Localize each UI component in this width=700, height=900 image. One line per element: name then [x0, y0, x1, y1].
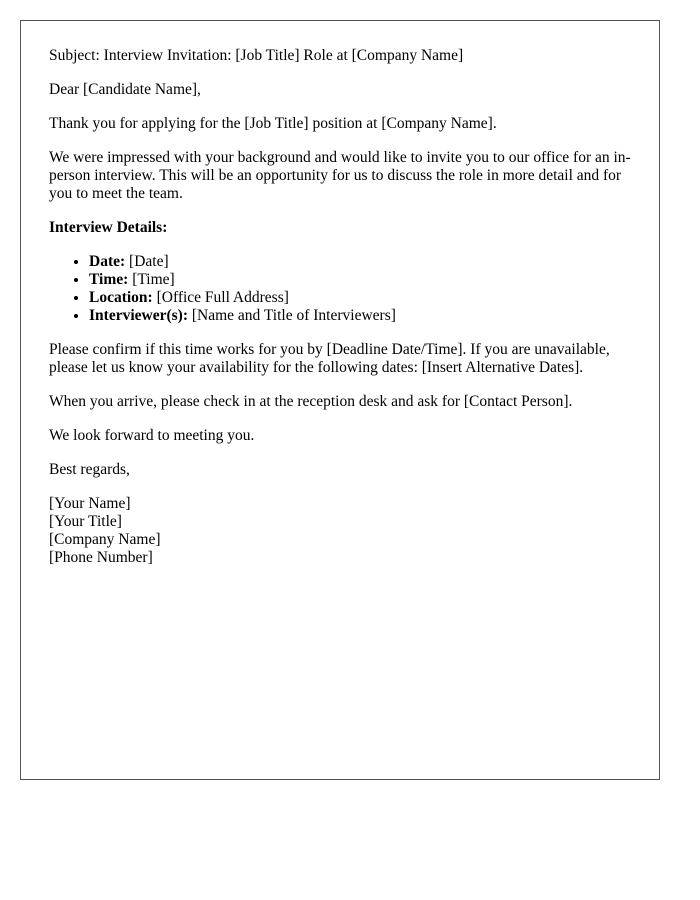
invitation-paragraph: We were impressed with your background and would like to invite you to our office for an in-person interview. This will be an opportunity for us to discuss the role in more detail and for you to meet the team. — [49, 149, 631, 202]
signature-block — [49, 495, 631, 567]
details-heading: Interview Details: — [49, 219, 168, 236]
detail-label: Date: — [89, 253, 126, 270]
detail-time — [89, 271, 631, 289]
detail-location — [89, 289, 631, 307]
detail-label: Interviewer(s): — [89, 307, 188, 324]
detail-date — [89, 253, 631, 271]
details-list — [49, 253, 631, 325]
sign-off: Best regards, — [49, 461, 130, 478]
detail-value: [Name and Title of Interviewers] — [187, 307, 396, 324]
confirm-paragraph: Please confirm if this time works for you by [Deadline Date/Time]. If you are unavailable, please let us know your availability for the following dates: [Insert Alternative Dates]. — [49, 341, 610, 376]
detail-value: [Time] — [128, 271, 175, 288]
signature-phone: [Phone Number] — [49, 549, 153, 566]
closing-line: We look forward to meeting you. — [49, 427, 255, 444]
signature-name: [Your Name] — [49, 495, 131, 512]
detail-value: [Office Full Address] — [152, 289, 289, 306]
signature-title: [Your Title] — [49, 513, 122, 530]
detail-interviewers — [89, 307, 631, 325]
detail-label: Location: — [89, 289, 153, 306]
greeting: Dear [Candidate Name], — [49, 81, 201, 98]
signature-company: [Company Name] — [49, 531, 161, 548]
arrival-paragraph: When you arrive, please check in at the reception desk and ask for [Contact Person]. — [49, 393, 573, 410]
subject-line: Subject: Interview Invitation: [Job Title] Role at [Company Name] — [49, 47, 464, 64]
detail-label: Time: — [89, 271, 129, 288]
detail-value: [Date] — [125, 253, 169, 270]
thanks-paragraph: Thank you for applying for the [Job Title] position at [Company Name]. — [49, 115, 497, 132]
letter-page — [20, 20, 660, 780]
